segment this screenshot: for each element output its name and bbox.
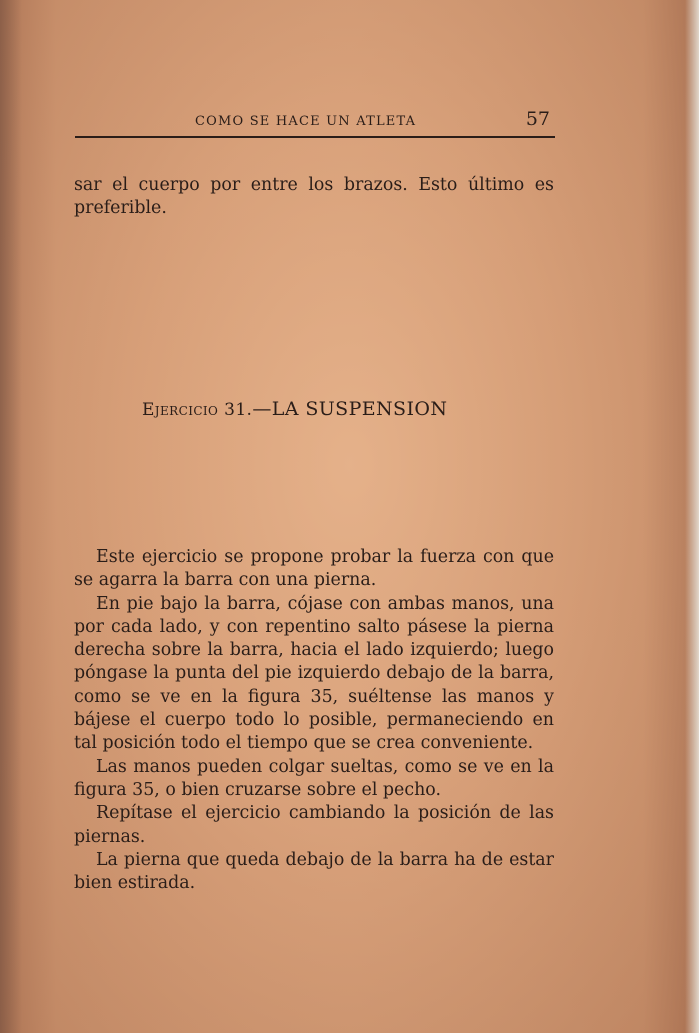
body-paragraph: Las manos pueden colgar sueltas, como se ve en la figura 35, o bien cruzarse sobre el pecho.	[74, 756, 554, 800]
body-paragraph: La pierna que queda debajo de la barra ha de estar bien estirada.	[74, 849, 554, 894]
page-edge	[685, 0, 699, 1033]
header-rule	[75, 136, 555, 138]
exercise-heading	[142, 398, 447, 420]
continued-paragraph: sar el cuerpo por entre los brazos. Esto último es preferible.	[74, 175, 554, 219]
body-paragraph: En pie bajo la barra, cójase con ambas manos, una por cada lado, y con repentino salto pásese la pierna derecha sobre la barra, hacia el lado izquierdo; luego póngase la punta del pie izquierdo debajo de la barra, como se ve en la figura 35, suéltense las manos y bájese el cuerpo todo lo posible, permaneciendo en tal posición todo el tiempo que se crea conveniente.	[74, 593, 554, 754]
exercise-body	[74, 546, 554, 895]
page-header	[75, 106, 553, 136]
page-number: 57	[525, 108, 550, 130]
exercise-title: —LA SUSPENSION	[252, 398, 448, 420]
body-paragraph: Repítase el ejercicio cambiando la posición de las piernas.	[74, 803, 554, 847]
running-head: COMO SE HACE UN ATLETA	[195, 114, 417, 129]
exercise-label: Ejercicio 31.	[142, 400, 253, 420]
page-spine-shadow	[0, 0, 22, 1033]
body-paragraph: Este ejercicio se propone probar la fuerza con que se agarra la barra con una pierna.	[74, 547, 554, 591]
